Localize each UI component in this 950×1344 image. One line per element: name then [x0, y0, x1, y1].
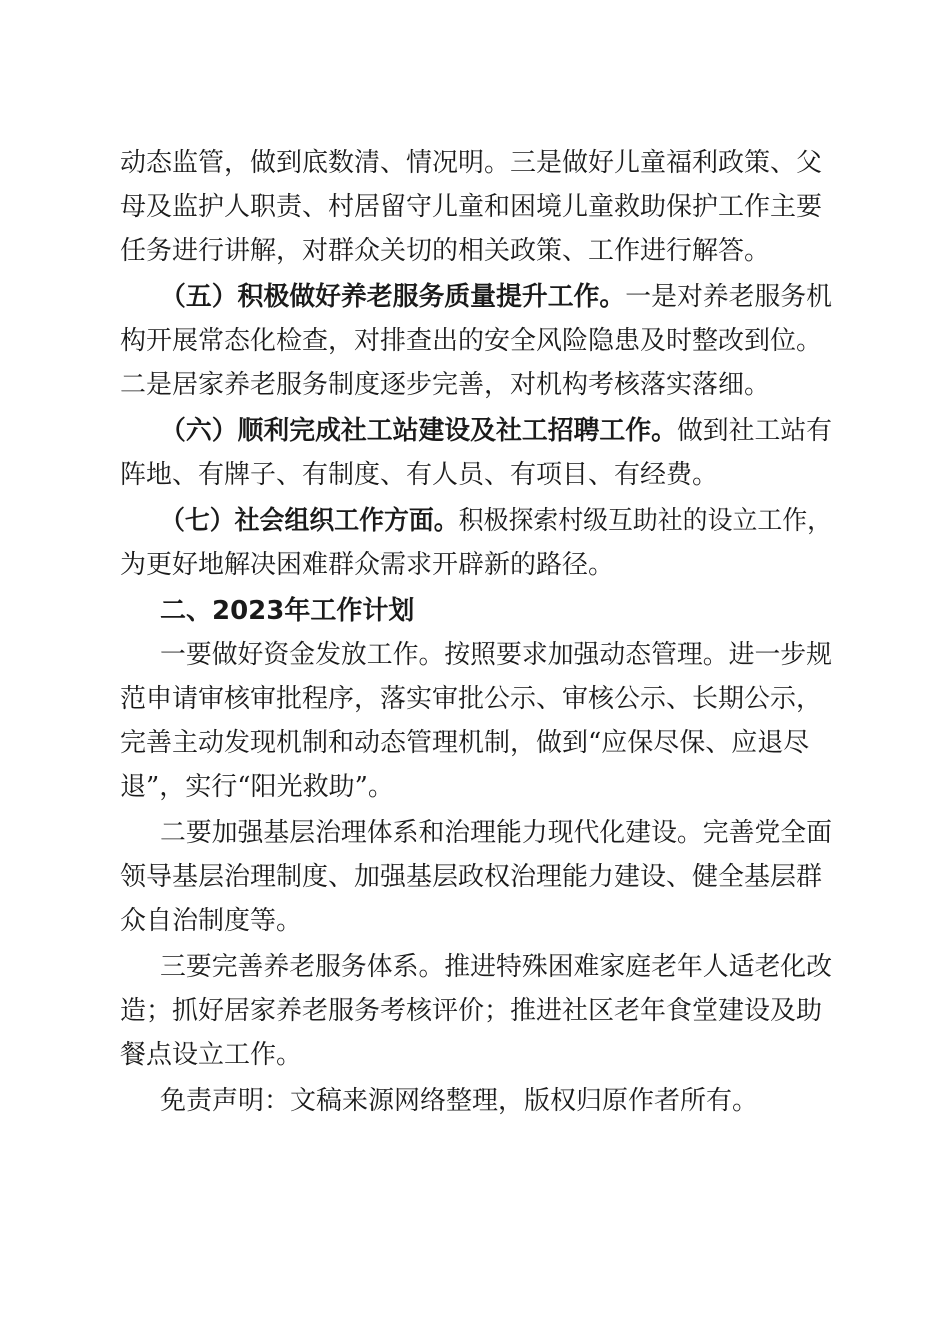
text-line: 造；抓好居家养老服务考核评价；推进社区老年食堂建设及助: [120, 996, 823, 1026]
text-line: 为更好地解决困难群众需求开辟新的路径。: [120, 550, 615, 580]
text-line: 阵地、有牌子、有制度、有人员、有项目、有经费。: [120, 460, 719, 490]
text-line: 一要做好资金发放工作。按照要求加强动态管理。进一步规: [160, 640, 833, 670]
disclaimer: 免责声明：文稿来源网络整理，版权归原作者所有。: [160, 1086, 759, 1116]
text-line: 众自治制度等。: [120, 906, 303, 936]
paragraph-seven-first-line: [160, 499, 832, 543]
text-line: 动态监管，做到底数清、情况明。三是做好儿童福利政策、父: [120, 148, 823, 178]
text-line: 二是居家养老服务制度逐步完善，对机构考核落实落细。: [120, 370, 771, 400]
paragraph-five-lead: （五）积极做好养老服务质量提升工作。: [160, 282, 626, 312]
text-line: 三要完善养老服务体系。推进特殊困难家庭老年人适老化改: [160, 952, 833, 982]
paragraph-five-first-line: [160, 275, 832, 319]
text-line: 二要加强基层治理体系和治理能力现代化建设。完善党全面: [160, 818, 833, 848]
text-line: 餐点设立工作。: [120, 1040, 303, 1070]
section-heading: 二、2023年工作计划: [160, 596, 415, 626]
text-line: 任务进行讲解，对群众关切的相关政策、工作进行解答。: [120, 236, 771, 266]
paragraph-five-rest: 一是对养老服务机: [625, 282, 833, 312]
paragraph-six-rest: 做到社工站有: [676, 416, 833, 446]
paragraph-seven-rest: 积极探索村级互助社的设立工作，: [458, 506, 833, 536]
text-line: 领导基层治理制度、加强基层政权治理能力建设、健全基层群: [120, 862, 823, 892]
text-line: 母及监护人职责、村居留守儿童和困境儿童救助保护工作主要: [120, 192, 823, 222]
text-line: 范申请审核审批程序，落实审批公示、审核公示、长期公示，: [120, 684, 823, 714]
text-line: 退”，实行“阳光救助”。: [120, 772, 394, 802]
text-line: 构开展常态化检查，对排查出的安全风险隐患及时整改到位。: [120, 326, 823, 356]
text-line: 完善主动发现机制和动态管理机制，做到“应保尽保、应退尽: [120, 728, 810, 758]
paragraph-seven-lead: （七）社会组织工作方面。: [160, 506, 459, 536]
paragraph-six-first-line: [160, 409, 832, 453]
paragraph-six-lead: （六）顺利完成社工站建设及社工招聘工作。: [160, 416, 677, 446]
